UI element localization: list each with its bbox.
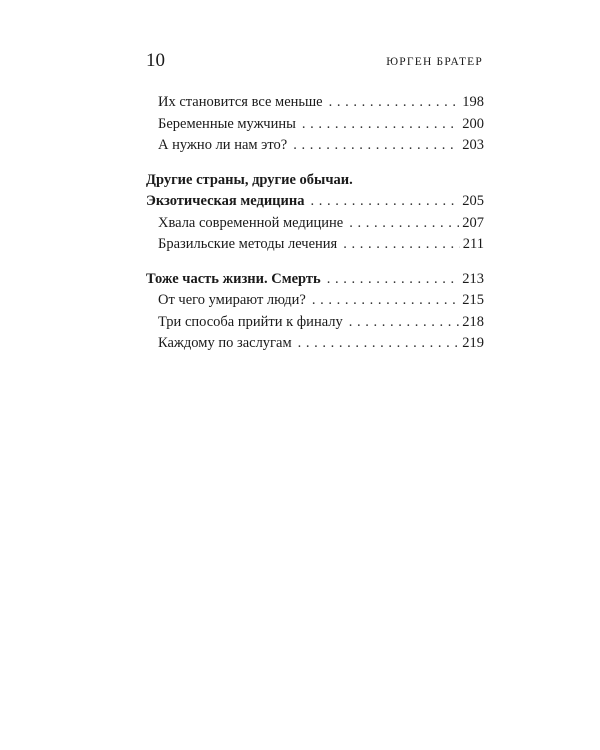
toc-entry-title: Хвала современной медицине: [158, 214, 344, 231]
toc-entry-title: От чего умирают люди?: [158, 292, 306, 308]
toc-entry: [146, 92, 484, 114]
running-head: ЮРГЕН БРАТЕР: [386, 56, 483, 68]
dot-leader: [293, 135, 459, 157]
toc-entry-title: Каждому по заслугам: [158, 335, 292, 351]
dot-leader: [327, 269, 460, 291]
toc-entry: [146, 135, 484, 157]
toc-entry-title: А нужно ли нам это?: [158, 137, 288, 153]
toc-entry-title: Беременные мужчины: [158, 115, 296, 132]
toc-entry: [146, 333, 484, 355]
dot-leader: [343, 234, 460, 256]
toc-entry-title: Их становится все меньше: [158, 94, 323, 110]
dot-leader: [312, 290, 459, 312]
toc-entry-page: 207: [462, 214, 484, 231]
dot-leader: [298, 333, 460, 355]
chapter-title: Экзотическая медицина: [146, 193, 305, 209]
toc-entry-page: 211: [462, 236, 484, 252]
dot-leader: [349, 213, 459, 235]
toc-entry-page: 219: [462, 335, 484, 351]
chapter-heading: Другие страны, другие обычаи.: [146, 171, 353, 188]
toc-entry: [146, 213, 484, 235]
dot-leader: [349, 312, 459, 334]
chapter-entry: [146, 269, 484, 291]
toc-entry-page: 218: [462, 313, 484, 330]
chapter-title: Тоже часть жизни. Смерть: [146, 270, 321, 287]
toc-entry-page: 203: [462, 137, 484, 153]
dot-leader: [302, 114, 459, 136]
chapter-entry: [146, 191, 484, 213]
toc-entry-title: Бразильские методы лечения: [158, 236, 338, 252]
section-gap: [146, 157, 484, 170]
toc-entry: [146, 312, 484, 334]
toc-entry: [146, 114, 484, 136]
toc-entry: [146, 234, 484, 256]
toc-entry: [146, 290, 484, 312]
chapter-page: 205: [462, 193, 484, 209]
page-number: 10: [146, 50, 165, 71]
section-gap: [146, 256, 484, 269]
chapter-page: 213: [462, 270, 484, 287]
toc-entry-page: 215: [462, 292, 484, 308]
table-of-contents: [146, 92, 484, 355]
toc-entry-page: 200: [462, 115, 484, 132]
toc-entry-page: 198: [462, 94, 484, 110]
toc-entry-title: Три способа прийти к финалу: [158, 313, 343, 330]
dot-leader: [310, 191, 459, 213]
dot-leader: [329, 92, 460, 114]
